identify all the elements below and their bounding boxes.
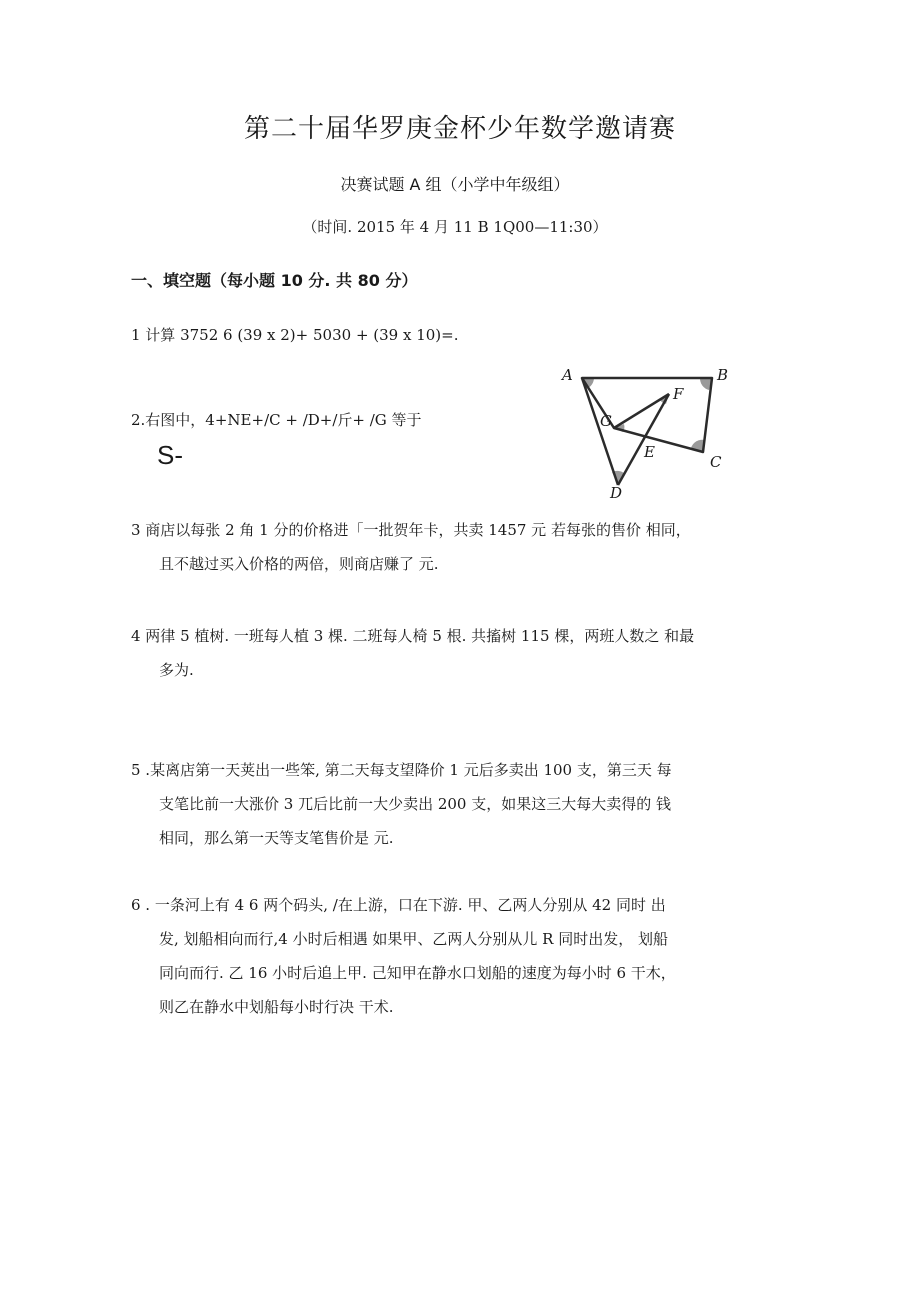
question-line: 则乙在静水中划船每小时行决 干术. (159, 998, 394, 1016)
question-3 (131, 513, 691, 581)
question-2 (131, 403, 422, 437)
section-heading: 一、填空题（每小题 10 分. 共 80 分） (131, 271, 418, 290)
question-6 (131, 888, 676, 1024)
question-line: 2.右图中，4+NE+/C + /D+/斤+ /G 等于 (131, 411, 422, 429)
question-line: 6 . 一条河上有 4 6 两个码头, /在上游，口在下游. 甲、乙两人分别从 42 同时 出 (131, 896, 666, 914)
label-F: F (673, 385, 684, 403)
question-line: 多为. (159, 661, 194, 679)
page-title: 第二十届华罗庚金杯少年数学邀请赛 (243, 114, 676, 144)
question-1 (131, 318, 459, 352)
question-line: 4 两律 5 植树. 一班每人植 3 棵. 二班每人椅 5 根. 共搐树 115 棵，两班人数之 和最 (131, 627, 695, 645)
label-E: E (644, 443, 655, 461)
page-subtitle: 决赛试题 A 组（小学中年级组） (340, 175, 570, 194)
question-5 (131, 753, 672, 855)
question-line: 5 .某离店第一天荚出一些笨, 第二天每支望降价 1 元后多卖出 100 支，第三天 每 (131, 761, 672, 779)
question-line: 相同，那么第一天等支笔售价是 元. (159, 829, 394, 847)
label-D: D (610, 484, 623, 502)
question-2-answer: S- (157, 440, 183, 470)
line-AD (582, 378, 618, 485)
label-B: B (717, 366, 729, 384)
question-line: 3 商店以每张 2 角 1 分的价格进「一批贺年卡，共卖 1457 元 若每张的售价 相同， (131, 521, 691, 539)
label-A: A (562, 366, 573, 384)
question-line: 且不越过买入价格的两倍，则商店赚了 元. (159, 555, 439, 573)
question-line: 同向而行. 乙 16 小时后追上甲. 己知甲在静水口划船的速度为每小时 6 干木， (159, 964, 676, 982)
label-C: C (710, 453, 722, 471)
label-G: G (600, 412, 612, 430)
exam-time: （时间. 2015 年 4 月 11 B 1Q00—11:30） (302, 218, 608, 236)
question-line: 发, 划船相向而行,4 小时后相遇 如果甲、乙两人分别从儿 R 同时出发， 划船 (159, 930, 668, 948)
question-line: 支笔比前一大涨价 3 兀后比前一大少卖出 200 支，如果这三大每大卖得的 钱 (159, 795, 672, 813)
geometry-figure (552, 360, 752, 505)
question-4 (131, 619, 694, 687)
question-line: 1 计算 3752 6 (39 x 2)+ 5030 + (39 x 10)=. (131, 326, 459, 344)
